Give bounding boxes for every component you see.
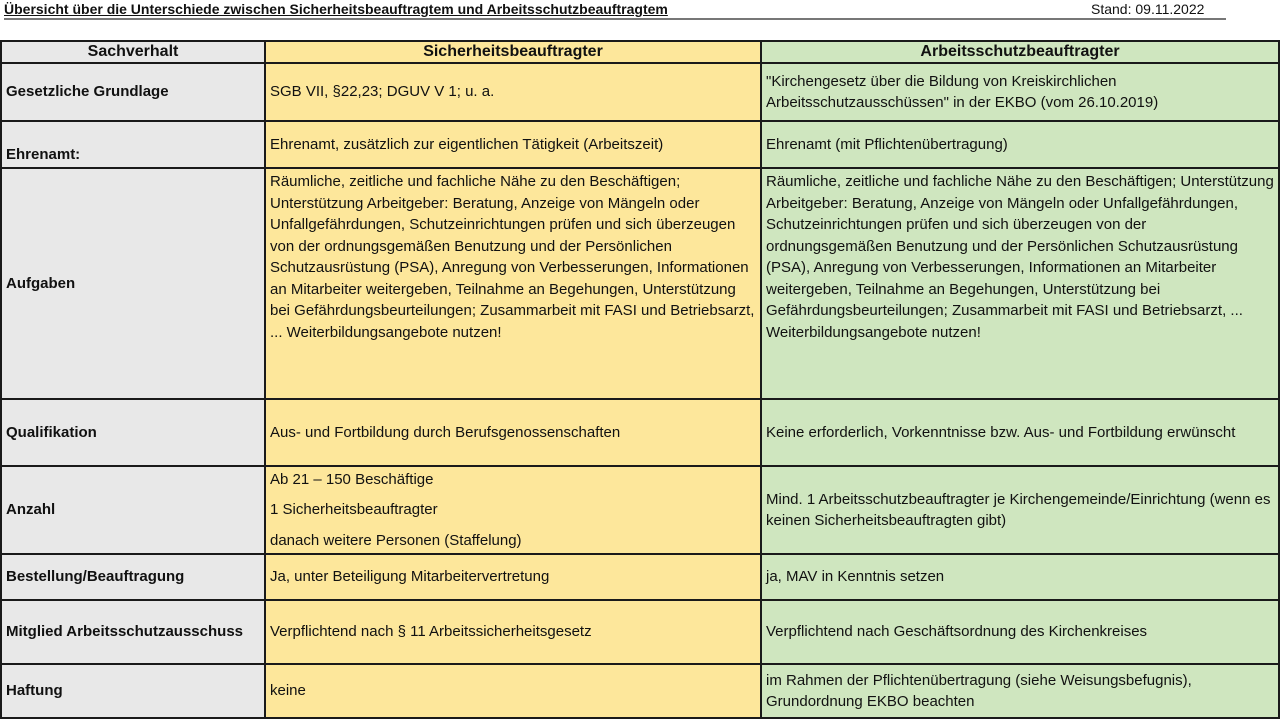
cell-sb-aufgaben: Räumliche, zeitliche und fachliche Nähe zu den Beschäftigen; Unterstützung Arbeitgeber: Beratung, Anzeige von Mängeln oder Unfallgefährdungen, Schutzeinrichtungen prüfen und sich überzeugen von der ordnungsgemäßen Benutzung und der Persönlichen Schutzausrüstung (PSA), Anregung von Verbesserungen, Informationen an Mitarbeiter weitergeben, Teilnahme an Begehungen, Unterstützung bei Gefährdungsbeurteilungen; Zusammarbeit mit FASI und Betriebsarzt, ... Weiterbildungsangebote nutzen! (266, 169, 762, 400)
cell-sb-anzahl (266, 467, 762, 555)
document-header (0, 0, 1280, 24)
cell-asb-anzahl: Mind. 1 Arbeitsschutzbeauftragter je Kirchengemeinde/Einrichtung (wenn es keinen Sicherheitsbeauftragten gibt) (762, 467, 1280, 555)
row-label-qualifikation: Qualifikation (0, 400, 266, 467)
cell-sb-qualifikation: Aus- und Fortbildung durch Berufsgenossenschaften (266, 400, 762, 467)
cell-sb-haftung: keine (266, 665, 762, 719)
cell-asb-mitglied: Verpflichtend nach Geschäftsordnung des Kirchenkreises (762, 601, 1280, 665)
row-label-mitglied: Mitglied Arbeitsschutzausschuss (0, 601, 266, 665)
cell-asb-gesetzliche-grundlage: "Kirchengesetz über die Bildung von Kreiskirchlichen Arbeitsschutzausschüssen" in der EKBO (vom 26.10.2019) (762, 64, 1280, 122)
cell-sb-ehrenamt: Ehrenamt, zusätzlich zur eigentlichen Tätigkeit (Arbeitszeit) (266, 122, 762, 169)
anzahl-line-3: danach weitere Personen (Staffelung) (270, 531, 522, 549)
comparison-table (0, 40, 1280, 719)
anzahl-lines (270, 467, 522, 553)
cell-asb-qualifikation: Keine erforderlich, Vorkenntnisse bzw. Aus- und Fortbildung erwünscht (762, 400, 1280, 467)
row-label-haftung: Haftung (0, 665, 266, 719)
column-header-sachverhalt: Sachverhalt (0, 40, 266, 64)
row-label-ehrenamt: Ehrenamt: (0, 122, 266, 169)
row-label-gesetzliche-grundlage: Gesetzliche Grundlage (0, 64, 266, 122)
header-rule (4, 18, 1226, 20)
cell-asb-haftung: im Rahmen der Pflichtenübertragung (siehe Weisungsbefugnis), Grundordnung EKBO beachten (762, 665, 1280, 719)
anzahl-line-2: 1 Sicherheitsbeauftragter (270, 501, 438, 519)
cell-sb-gesetzliche-grundlage: SGB VII, §22,23; DGUV V 1; u. a. (266, 64, 762, 122)
cell-asb-aufgaben: Räumliche, zeitliche und fachliche Nähe zu den Beschäftigen; Unterstützung Arbeitgeber: Beratung, Anzeige von Mängeln oder Unfallgefährdungen, Schutzeinrichtungen prüfen und sich überzeugen von der ordnungsgemäßen Benutzung und der Persönlichen Schutzausrüstung (PSA), Anregung von Verbesserungen, Informationen an Mitarbeiter weitergeben, Teilnahme an Begehungen, Unterstützung bei Gefährdungsbeurteilungen; Zusammarbeit mit FASI und Betriebsarzt, ... Weiterbildungsangebote nutzen! (762, 169, 1280, 400)
row-label-bestellung: Bestellung/Beauftragung (0, 555, 266, 601)
document-date: Stand: 09.11.2022 (1091, 1, 1205, 17)
cell-asb-bestellung: ja, MAV in Kenntnis setzen (762, 555, 1280, 601)
document-title: Übersicht über die Unterschiede zwischen Sicherheitsbeauftragtem und Arbeitsschutzbeauftragtem (4, 1, 668, 17)
column-header-sicherheitsbeauftragter: Sicherheitsbeauftragter (266, 40, 762, 64)
row-label-aufgaben: Aufgaben (0, 169, 266, 400)
anzahl-line-1: Ab 21 – 150 Beschäftige (270, 471, 434, 488)
cell-sb-bestellung: Ja, unter Beteiligung Mitarbeitervertretung (266, 555, 762, 601)
cell-asb-ehrenamt: Ehrenamt (mit Pflichtenübertragung) (762, 122, 1280, 169)
row-label-anzahl: Anzahl (0, 467, 266, 555)
column-header-arbeitsschutzbeauftragter: Arbeitsschutzbeauftragter (762, 40, 1280, 64)
cell-sb-mitglied: Verpflichtend nach § 11 Arbeitssicherheitsgesetz (266, 601, 762, 665)
